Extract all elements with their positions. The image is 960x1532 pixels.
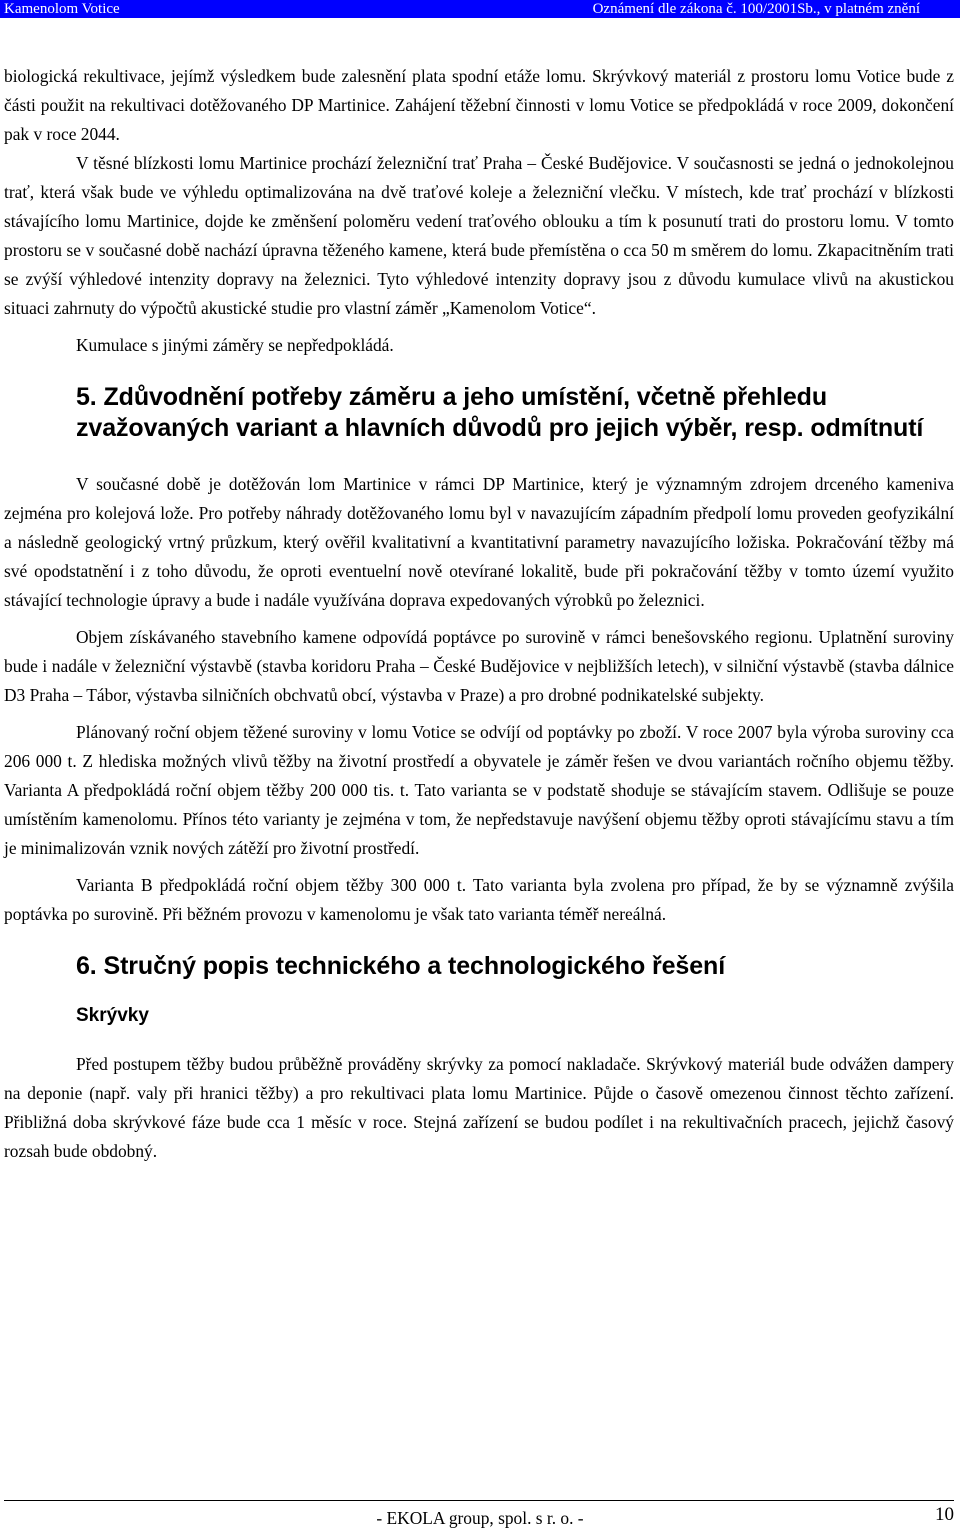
paragraph-objem-kamene: Objem získávaného stavebního kamene odpovídá poptávce po surovině v rámci benešovského regionu. Uplatnění suroviny bude i nadále v železniční výstavbě (stavba koridoru Praha – České Budějovice v nejbližších letech), v silniční výstavbě (stavba dálnice D3 Praha – Tábor, výstavba silničních obchvatů obcí, výstavba v Praze) a pro drobné podnikatelské subjekty. xyxy=(4,627,954,705)
paragraph-varianta-b: Varianta B předpokládá roční objem těžby 300 000 t. Tato varianta byla zvolena pro případ, že by se významně zvýšila poptávka po surovině. Při běžném provozu v kamenolomu je však tato varianta téměř nereálná. xyxy=(4,875,954,924)
section-5-heading: 5. Zdůvodnění potřeby záměru a jeho umístění, včetně přehledu zvažovaných variant a hlavních důvodů pro jejich výběr, resp. odmítnutí xyxy=(76,383,924,442)
paragraph-skryvky: Před postupem těžby budou průběžně prováděny skrývky za pomocí nakladače. Skrývkový materiál bude odvážen dampery na deponie (např. valy při hranici těžby) a pro rekultivaci plata lomu Martinice. Půjde o časově omezenou činnost těchto zařízení. Přibližná doba skrývkové fáze bude cca 1 měsíc v roce. Stejná zařízení se budou podílet i na rekultivačních pracech, jejichž časový rozsah bude obdobný. xyxy=(4,1054,954,1161)
page-header xyxy=(0,0,960,18)
header-document-title: Kamenolom Votice xyxy=(4,1,120,17)
page-number: 10 xyxy=(935,1504,954,1525)
section-6-heading: 6. Stručný popis technického a technologického řešení xyxy=(76,952,726,980)
paragraph-rekultivace: biologická rekultivace, jejímž výsledkem bude zalesnění plata spodní etáže lomu. Skrývkový materiál z prostoru lomu Votice bude z části použit na rekultivaci dotěžovaného DP Martinice. Zahájení těžební činnosti v lomu Votice se předpokládá v roce 2009, dokončení pak v roce 2044. xyxy=(4,66,954,144)
subsection-skryvky-heading: Skrývky xyxy=(76,1005,149,1026)
header-law-reference: Oznámení dle zákona č. 100/2001Sb., v platném znění xyxy=(592,1,920,17)
paragraph-zeleznicni-trat: V těsné blízkosti lomu Martinice prochází železniční trať Praha – České Budějovice. V současnosti se jedná o jednokolejnou trať, která však bude ve výhledu optimalizována na dvě traťové koleje a železniční vlečku. V místech, kde trať prochází v blízkosti stávajícího lomu Martinice, dojde ke změnšení poloměru vedení traťového oblouku a tím k posunutí trati do prostoru lomu. V tomto prostoru se v současné době nachází úpravna těženého kamene, která bude přemístěna o cca 50 m směrem do lomu. Zkapacitněním trati se zvýší výhledové intenzity dopravy na železnici. Tyto výhledové intenzity dopravy jsou z důvodu kumulace vlivů na akustickou situaci zahrnuty do výpočtů akustické studie pro vlastní záměr „Kamenolom Votice“. xyxy=(4,153,954,318)
footer-divider xyxy=(4,1500,954,1501)
paragraph-kumulace: Kumulace s jinými záměry se nepředpokládá. xyxy=(76,335,394,355)
paragraph-planovany-objem: Plánovaný roční objem těžené suroviny v lomu Votice se odvíjí od poptávky po zboží. V roce 2007 byla výroba suroviny cca 206 000 t. Z hlediska možných vlivů těžby na životní prostředí a obyvatele je záměr řešen ve dvou variantách ročního objemu těžby. Varianta A předpokládá roční objem těžby 200 000 tis. t. Tato varianta se v podstatě shoduje se stávajícím stavem. Odlišuje se pouze umístěním kamenolomu. Přínos této varianty je zejména v tom, že nepředstavuje navýšení objemu těžby oproti stávajícímu stavu a tím je minimalizován vznik nových zátěží pro životní prostředí. xyxy=(4,722,954,858)
document-body xyxy=(4,62,954,1166)
paragraph-dotezovani: V současné době je dotěžován lom Martinice v rámci DP Martinice, který je významným zdrojem drceného kameniva zejména pro kolejová lože. Pro potřeby náhrady dotěžovaného lomu byl v navazujícím západním předpolí lomu proveden geofyzikální a následně geologický vrtný průzkum, který ověřil kvalitativní a kvantitativní parametry navazujícího ložiska. Pokračování těžby má své opodstatnění i z toho důvodu, že oproti eventuelní nově otevírané lokalitě, bude při pokračování těžby v tomto území využito stávající technologie úpravy a bude i nadále využívána doprava expedovaných výrobků po železnici. xyxy=(4,474,954,610)
footer-company: - EKOLA group, spol. s r. o. - xyxy=(376,1508,584,1528)
